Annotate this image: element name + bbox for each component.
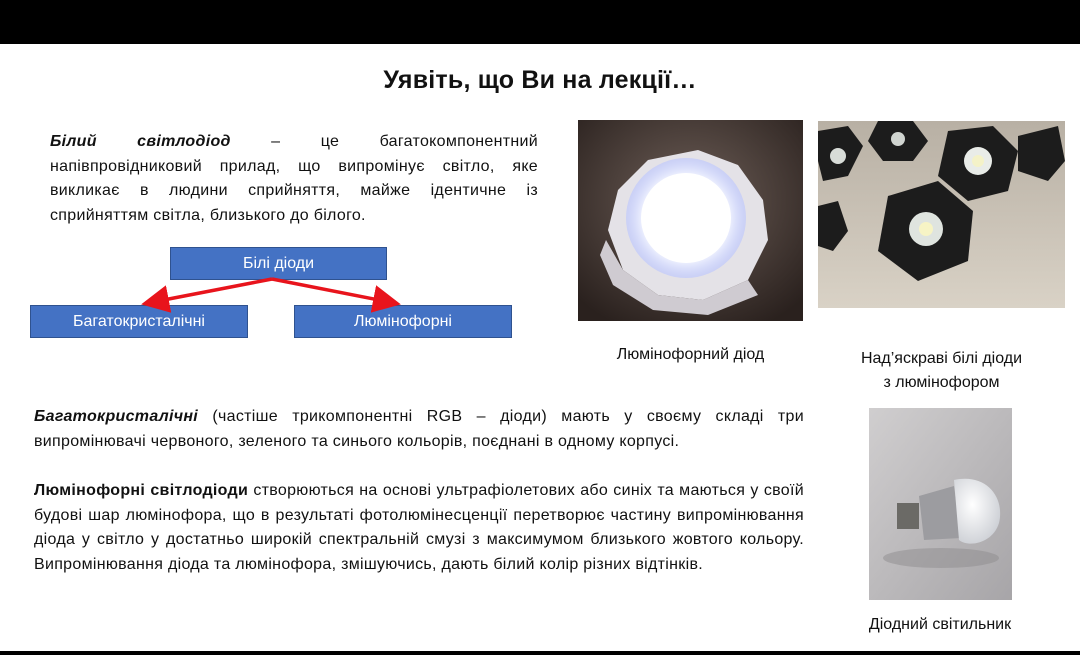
bottom-black-bar (0, 651, 1080, 655)
arrow-to-left (148, 279, 272, 303)
phosphor-led-photo (578, 120, 803, 321)
diagram-root-label: Білі діоди (242, 255, 315, 272)
caption-phosphor-led: Люмінофорний діод (616, 346, 765, 363)
definition-text (50, 130, 538, 228)
top-black-bar (0, 0, 1080, 44)
led-bulb-photo (869, 408, 1012, 600)
diagram-right-label: Люмінофорні (354, 313, 452, 330)
paragraph-phosphor-term: Люмінофорні світлодіоди (34, 482, 249, 499)
paragraph-multichip (34, 405, 804, 454)
caption-star-led-line2: з люмінофором (883, 374, 1000, 391)
slide-title: Уявіть, що Ви на лекції… (383, 66, 697, 94)
caption-led-bulb: Діодний світильник (868, 616, 1012, 633)
paragraph-phosphor-body: створюються на основі ультрафіолетових або синіх та маються у своїй будові шар люмінофора, що в результаті фотолюмінесценції перетворює частину випромінювання діода у світло у достатньо широкій спектральній смузі з максимумом близького жовтого кольору. Випромінювання діода та люмінофора, змішуючись, дають білий колір різних відтінків. (34, 482, 804, 573)
diagram-right-box (294, 305, 512, 338)
caption-star-led-line1: Над’яскраві білі діоди (860, 350, 1023, 367)
definition-term: Білий світлодіод (50, 133, 231, 150)
definition-body: – це багатокомпонентний напівпровідниковий прилад, що випромінує світло, яке викликає в людини сприйняття, майже ідентичне із сприйняттям світла, близького до білого. (50, 133, 539, 224)
star-led-photo (818, 121, 1065, 308)
diagram-left-box (30, 305, 248, 338)
arrow-to-right (272, 279, 394, 303)
paragraph-phosphor (34, 479, 804, 577)
diagram-root-box (170, 247, 387, 280)
paragraph-multichip-term: Багатокристалічні (34, 408, 199, 425)
paragraph-multichip-body: (частіше трикомпонентні RGB – діоди) мають у своєму складі три випромінювачі червоного, зеленого та синього кольорів, поєднані в одному корпусі. (34, 408, 804, 450)
diagram-left-label: Багатокристалічні (73, 313, 205, 330)
